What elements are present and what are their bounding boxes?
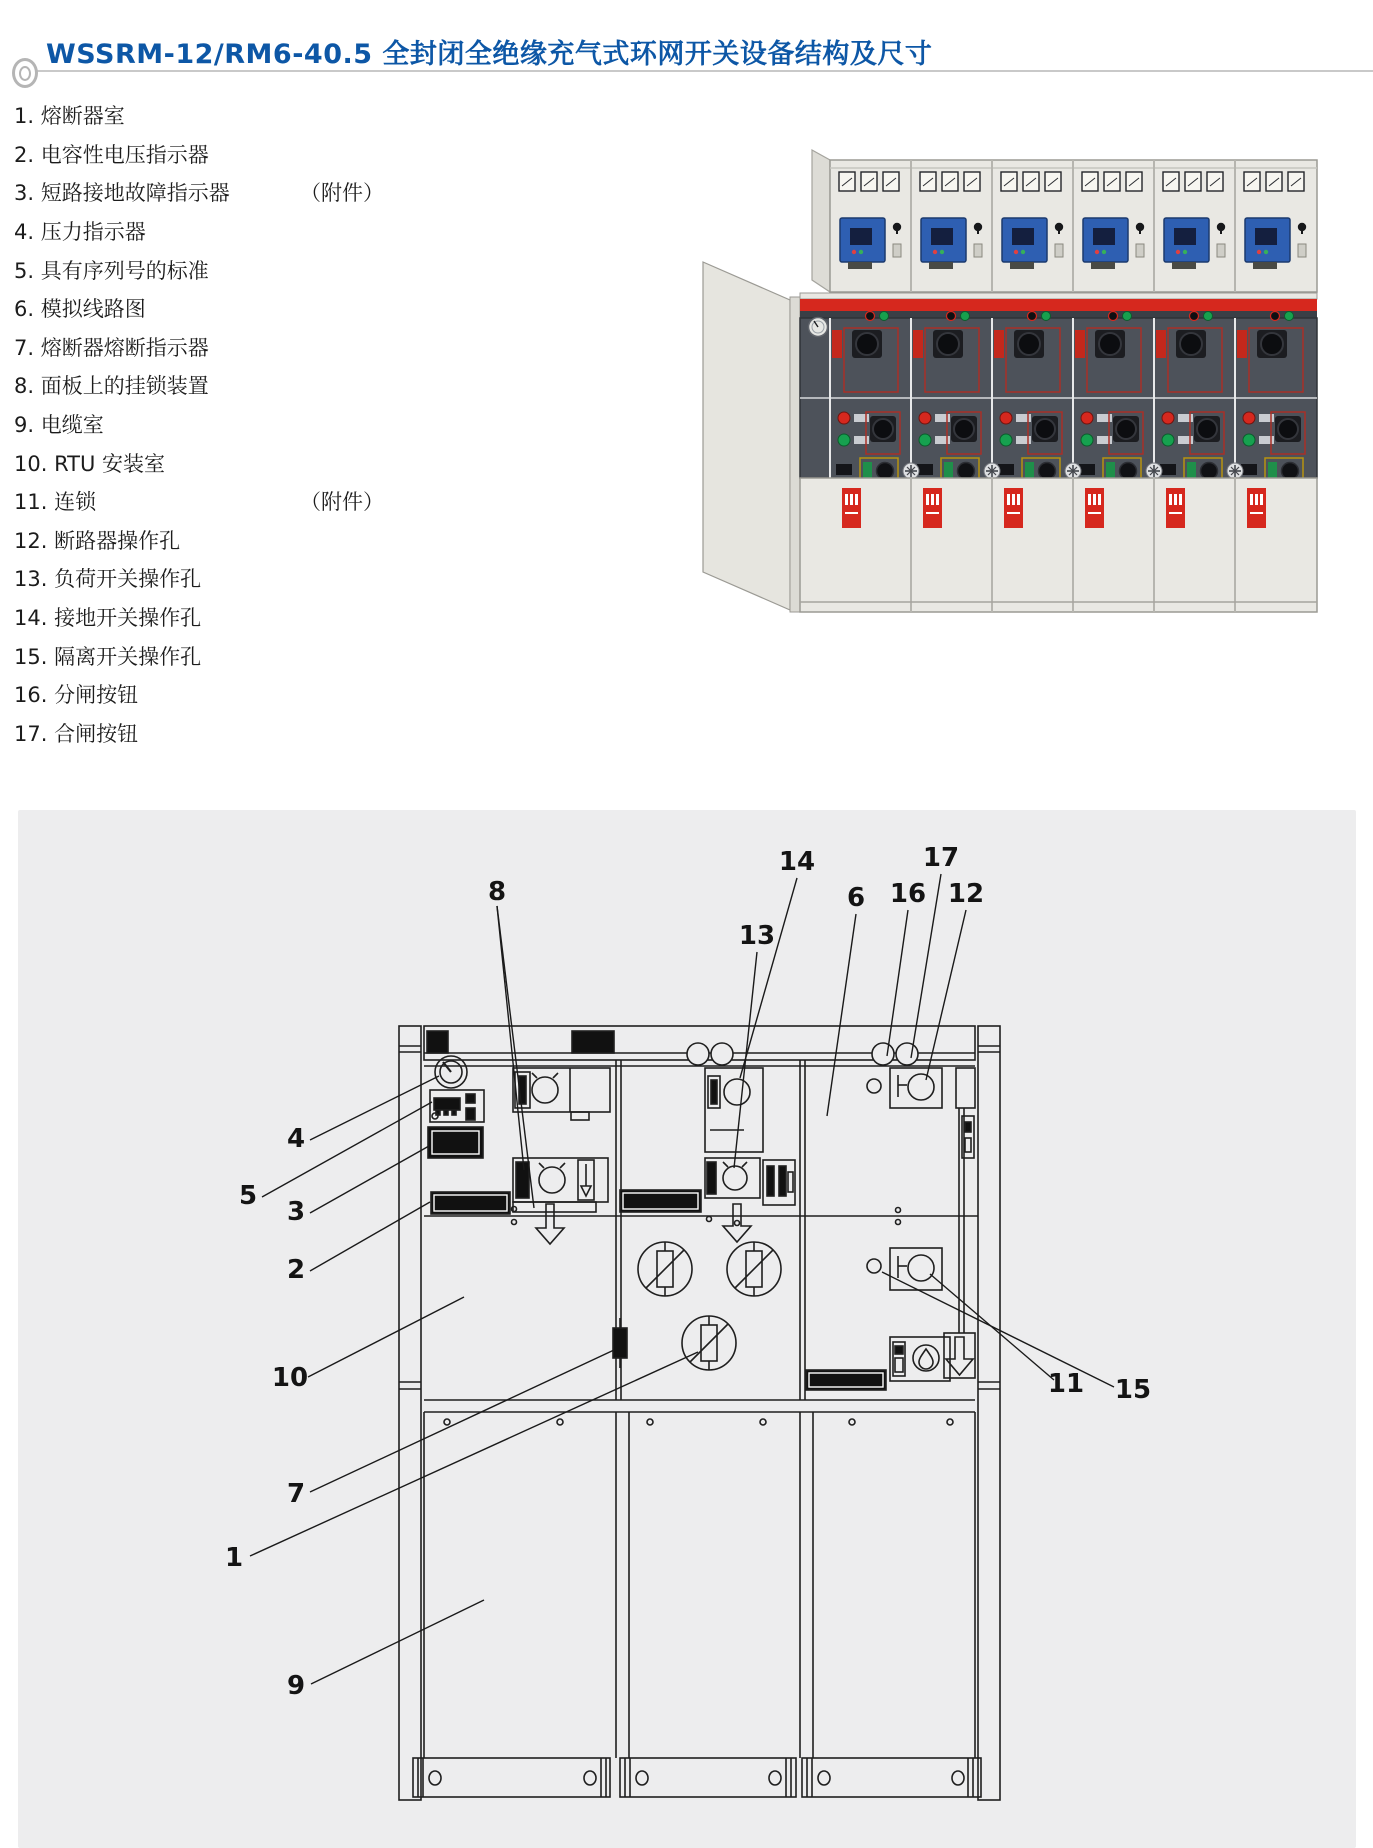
mechanism-aux-box <box>763 1160 795 1205</box>
side-rails <box>399 1026 1000 1800</box>
svg-text:17: 17 <box>922 843 960 873</box>
fuse-symbol <box>682 1316 736 1370</box>
cabinet-drawing <box>399 1026 1000 1800</box>
voltage-indicator-bar <box>431 1192 510 1214</box>
down-arrow-icon <box>536 1204 564 1244</box>
legend-item: 5. 具有序列号的标准 <box>14 258 209 283</box>
callout-4 <box>287 1076 439 1154</box>
svg-text:3: 3 <box>286 1197 306 1227</box>
voltage-indicator-bar <box>806 1370 886 1390</box>
cable-room-doors <box>800 478 1317 612</box>
svg-text:12: 12 <box>947 879 985 909</box>
close-button-hole <box>711 1043 733 1065</box>
cable-compartment-doors <box>424 1412 975 1758</box>
callout-6 <box>827 883 865 1116</box>
open-button-hole <box>687 1043 709 1065</box>
svg-text:7: 7 <box>286 1479 306 1509</box>
legend-item: 16. 分闸按钮 <box>14 683 139 708</box>
svg-text:9: 9 <box>286 1671 306 1701</box>
voltage-indicator-bar <box>620 1190 701 1212</box>
svg-text:6: 6 <box>846 883 866 913</box>
svg-text:1: 1 <box>224 1543 244 1573</box>
svg-text:10: 10 <box>271 1363 309 1393</box>
legend-item: 1. 熔断器室 <box>14 104 125 129</box>
svg-text:14: 14 <box>778 847 816 877</box>
pressure-gauge-symbol <box>435 1056 467 1088</box>
callout-10 <box>272 1297 464 1393</box>
legend-item: 17. 合闸按钮 <box>14 721 139 746</box>
load-switch-mechanism-left <box>513 1158 608 1212</box>
top-band <box>424 1026 975 1066</box>
svg-text:8: 8 <box>487 877 507 907</box>
photo-upper-compartments <box>812 150 1317 292</box>
legend-item: 15. 隔离开关操作孔 <box>14 644 202 669</box>
legend-item: 6. 模拟线路图 <box>14 297 146 322</box>
photo-lower-section <box>703 262 1317 612</box>
earthing-switch-mechanism <box>705 1068 763 1152</box>
svg-text:13: 13 <box>738 921 776 951</box>
bottom-mechanism-right <box>890 1337 950 1381</box>
arrow-channel <box>956 1068 975 1108</box>
legend-list <box>14 96 574 752</box>
callout-5 <box>239 1102 432 1211</box>
load-switch-mechanism-middle <box>705 1158 760 1198</box>
fuse-blown-indicator <box>613 1318 627 1368</box>
interlock-mechanism <box>890 1248 942 1290</box>
legend-item: 12. 断路器操作孔 <box>14 528 181 553</box>
svg-text:11: 11 <box>1047 1369 1085 1399</box>
legend-item: 8. 面板上的挂锁装置 <box>14 374 209 399</box>
svg-text:15: 15 <box>1114 1375 1152 1405</box>
page-title: WSSRM-12/RM6-40.5 全封闭全绝缘充气式环网开关设备结构及尺寸 <box>46 39 933 70</box>
isolator-operating-hole <box>867 1259 881 1273</box>
fault-indicator-plate <box>428 1127 483 1158</box>
callout-15 <box>882 1272 1151 1405</box>
callout-11 <box>930 1274 1084 1399</box>
middle-panel <box>613 1068 795 1370</box>
legend-item: 3. 短路接地故障指示器 （附件） <box>14 181 384 206</box>
callouts <box>225 843 1151 1701</box>
fuse-symbol <box>727 1242 781 1296</box>
panel-dividers <box>616 1060 805 1400</box>
header-divider <box>36 70 1373 72</box>
operating-hole <box>867 1079 881 1093</box>
callout-16 <box>887 879 926 1056</box>
legend-item: 2. 电容性电压指示器 <box>14 142 209 167</box>
legend-item: 9. 电缆室 <box>14 413 104 438</box>
right-panel <box>806 1068 975 1390</box>
legend-item: 13. 负荷开关操作孔 <box>14 567 202 592</box>
base-plates <box>413 1758 981 1797</box>
legend-item: 11. 连锁 （附件） <box>14 490 384 515</box>
arrow-box <box>944 1333 975 1378</box>
structure-diagram-panel <box>18 810 1356 1848</box>
legend-item: 4. 压力指示器 <box>14 220 146 245</box>
svg-text:2: 2 <box>286 1255 306 1285</box>
callout-7 <box>287 1350 614 1509</box>
callout-9 <box>287 1600 484 1701</box>
callout-13 <box>734 921 775 1168</box>
fuse-symbol <box>638 1242 692 1296</box>
close-button-hole <box>896 1043 918 1065</box>
top-mechanism-left <box>513 1068 610 1120</box>
red-stripe <box>800 299 1317 311</box>
callout-2 <box>287 1202 430 1285</box>
legend-item: 14. 接地开关操作孔 <box>14 606 202 631</box>
breaker-mechanism-top <box>890 1068 942 1108</box>
legend-item: 7. 熔断器熔断指示器 <box>14 335 209 360</box>
down-arrow-icon <box>723 1204 751 1242</box>
legend-item: 10. RTU 安装室 <box>14 451 166 476</box>
open-button-hole <box>872 1043 894 1065</box>
ring-icon <box>12 58 38 88</box>
product-photo <box>655 130 1325 620</box>
pressure-gauge-photo <box>809 318 828 337</box>
serial-number-plate <box>430 1090 484 1122</box>
svg-text:5: 5 <box>238 1181 258 1211</box>
callout-14 <box>740 847 815 1078</box>
svg-text:4: 4 <box>286 1124 306 1154</box>
svg-text:16: 16 <box>889 879 927 909</box>
